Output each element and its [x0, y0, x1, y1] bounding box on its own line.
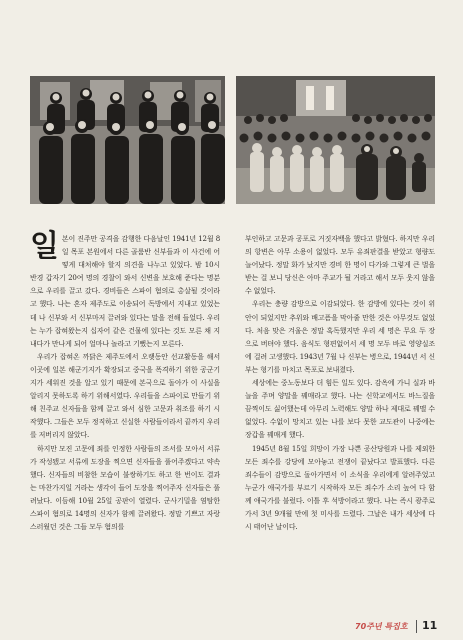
publication-title: 70주년 특집호: [355, 622, 408, 631]
article-paragraph: 우리가 잡혀온 까닭은 제주도에서 오랫동안 선교활동을 해서 이곳에 일본 해군기지가 확장되고 중국을 폭격하기 위한 공군기지가 세워진 것을 알고 있기 때문에 본국으로 돌아가 이 사실을 알리지 못하도록 하기 위해서였다. 우리들을 스파이로 만들기 위해 친주교 신자들을 함께 끌고 와서 심한 고문과 취조를 하기 시작했다. 그들은 모두 정직하고 신실한 사람들이라서 끝까지 우리를 저버리지 않았다.: [30, 352, 220, 440]
photo-clergy-group: [30, 76, 225, 204]
article-column-left: [30, 229, 220, 534]
article-paragraph: 세상에는 중노동보다 더 힘든 일도 있다. 감옥에 가니 실과 바늘을 주며 양말을 꿰매라고 했다. 나는 신학교에서도 바느질을 끔찍이도 싫어했는데 아무리 노력해도 양말 하나 제대로 꿰맬 수 없었다. 수없이 망치고 있는 나를 보다 못한 교도관이 나중에는 장갑을 꿰매게 했다.: [245, 379, 435, 440]
article-paragraph: 우리는 충량 감방으로 이감되었다. 한 감방에 있다는 것이 위안이 되었지만 추위와 배고픔을 막아줄 만한 것은 아무것도 없었다. 처음 맞은 겨울은 정말 혹독했지만 우리 세 명은 무요 두 장으로 버텨야 했다. 음식도 형편없어서 세 명 모두 바로 영양실조에 걸려 고생했다. 1943년 7월 나 신부는 병으로, 1944년 서 신부는 형기를 마치고 목포로 보내졌다.: [245, 300, 435, 374]
page-footer: [355, 618, 443, 636]
article-paragraph-continued: 부인하고 고문과 공포로 거짓자백을 했다고 밝혔다. 하지만 우리의 항변은 아무 소용이 없었다. 모두 유죄판결을 받았고 형량도 늘어났다. 정말 화가 났지만 경비 한 명이 다가와 그렇게 큰 벌을 받는 걸 보니 당신은 아마 주교가 될 거라고 해서 모두 웃지 않을 수 없었다.: [245, 235, 435, 296]
page-number: 11: [422, 619, 438, 632]
photo-parish-community: [236, 76, 435, 204]
article-paragraph: 일본이 진주만 공격을 감행한 다음날인 1941년 12월 8일 목포 본원에서 다른 골룸반 신부들과 이 사건에 어떻게 대처해야 할지 의견을 나누고 있었다. 밤 10시 반경 갑자기 20여 명의 경찰이 와서 신변을 보호해 준다는 명분으로 우리를 끌고 갔다. 경비들은 스파이 혐의로 총살될 것이라고 했다. 나는 혼자 제주도로 이송되어 독방에서 지내고 있었는데 나 신부와 서 신부마저 끌려와 있다는 말을 전해 들었다. 우리는 누가 잡혀왔는지 십자어 같은 건물에 있다는 것도 모른 채 지내다가 만나게 되어 얼마나 놀라고 기뻤는지 모른다.: [30, 229, 220, 348]
article-paragraph: 1945년 8월 15일 희망이 가장 나쁜 공산당원과 나를 제외한 모든 죄수를 강당에 모아놓고 전쟁이 끝났다고 발표했다. 다른 죄수들이 감방으로 돌아가면서 이 소식을 우리에게 알려주었고 누군가 애국가를 부르기 시작하자 모든 죄수가 소리 높여 다 함께 애국가를 불렀다. 이틀 후 석방이라고 했다. 나는 즉시 광주로 가서 3년 9개월 만에 첫 미사를 드렸다. 그날은 내가 세상에 다시 태어난 날이다.: [245, 444, 435, 532]
article-column-right: [245, 233, 435, 534]
article-paragraph: 하지만 모진 고문에 죄를 인정한 사람들의 조서를 모아서 서류가 작성됐고 서류에 도장을 찍으면 신자들을 풀어주겠다고 약속했다. 신자들의 비참한 모습이 불쌍하기도 하고 한 번이도 결과는 마찬가지일 거라는 생각이 들어 도장을 찍어주자 신자들은 풀려났다. 이듬해 10월 25일 공판이 열렸다. 군사기밀을 염탐한 스파이 혐의로 14명의 신자가 함께 끌려왔다. 정말 기쁘고 자랑스러웠던 것은 그들 모두 혐의를: [30, 444, 220, 532]
footer-divider: [416, 620, 417, 633]
drop-cap: 일: [30, 229, 59, 264]
